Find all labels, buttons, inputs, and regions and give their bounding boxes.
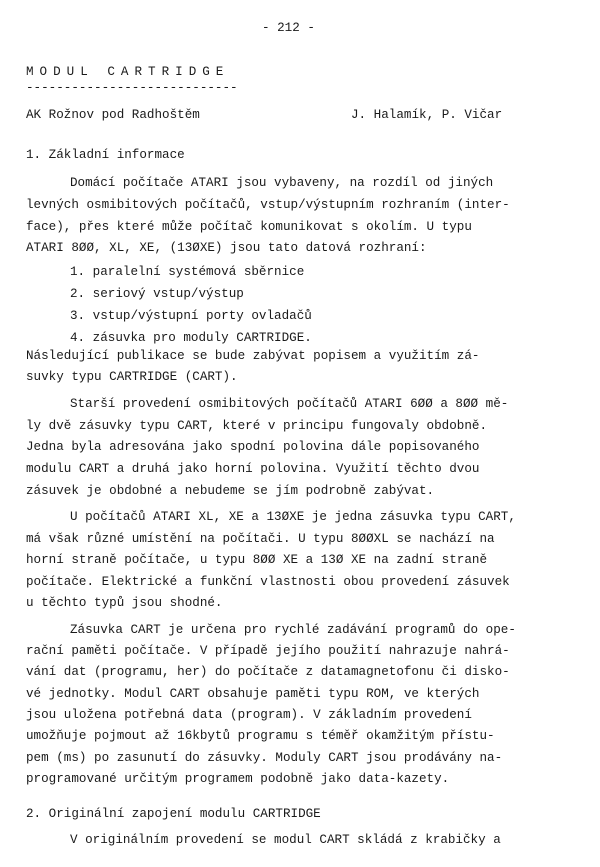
- institution: AK Rožnov pod Radhoštěm: [26, 108, 200, 122]
- list-item: 2. seriový vstup/výstup: [70, 287, 244, 301]
- text-line: rační paměti počítače. V případě jejího použití nahrazuje nahrá-: [26, 644, 510, 658]
- text-line: U počítačů ATARI XL, XE a 13ØXE je jedna zásuvka typu CART,: [70, 510, 516, 524]
- text-line: Starší provedení osmibitových počítačů ATARI 6ØØ a 8ØØ mě-: [70, 397, 509, 411]
- text-line: vání dat (programu, her) do počítače z datamagnetofonu či disko-: [26, 665, 510, 679]
- text-line: jsou uložena potřebná data (program). V základním provedení: [26, 708, 472, 722]
- section-2-heading: 2. Originální zapojení modulu CARTRIDGE: [26, 807, 321, 821]
- text-line: face), přes které může počítač komunikovat s okolím. U typu: [26, 220, 472, 234]
- text-line: suvky typu CARTRIDGE (CART).: [26, 370, 238, 384]
- list-item: 4. zásuvka pro moduly CARTRIDGE.: [70, 331, 312, 345]
- document-title: MODUL CARTRIDGE: [26, 65, 230, 79]
- text-line: pem (ms) po zasunutí do zásuvky. Moduly CART jsou prodávány na-: [26, 751, 503, 765]
- text-line: zásuvek je obdobné a nebudeme se jím podrobně zabývat.: [26, 484, 435, 498]
- text-line: Zásuvka CART je určena pro rychlé zadávání programů do ope-: [70, 623, 516, 637]
- text-line: V originálním provedení se modul CART skládá z krabičky a: [70, 833, 501, 847]
- text-line: Následující publikace se bude zabývat popisem a využitím zá-: [26, 349, 480, 363]
- text-line: modulu CART a druhá jako horní polovina. Využití těchto dvou: [26, 462, 480, 476]
- text-line: Domácí počítače ATARI jsou vybaveny, na rozdíl od jiných: [70, 176, 494, 190]
- text-line: u těchto typů jsou shodné.: [26, 596, 223, 610]
- text-line: levných osmibitových počítačů, vstup/výstupním rozhraním (inter-: [26, 198, 510, 212]
- text-line: ly dvě zásuvky typu CART, které v principu fungovaly obdobně.: [26, 419, 488, 433]
- section-1-heading: 1. Základní informace: [26, 148, 185, 162]
- text-line: horní straně počítače, u typu 8ØØ XE a 13Ø XE na zadní straně: [26, 553, 488, 567]
- authors: J. Halamík, P. Vičar: [351, 108, 503, 122]
- text-line: má však různé umístění na počítači. U typu 8ØØXL se nachází na: [26, 532, 495, 546]
- text-line: Jedna byla adresována jako spodní polovina dále popisovaného: [26, 440, 480, 454]
- page-number: - 212 -: [262, 21, 315, 35]
- list-item: 1. paralelní systémová sběrnice: [70, 265, 305, 279]
- text-line: umožňuje pojmout až 16kbytů programu s téměř okamžitým přístu-: [26, 729, 495, 743]
- title-underline: ----------------------------: [26, 81, 238, 95]
- text-line: programované určitým programem podobně jako data-kazety.: [26, 772, 450, 786]
- text-line: ATARI 8ØØ, XL, XE, (13ØXE) jsou tato datová rozhraní:: [26, 241, 427, 255]
- text-line: počítače. Elektrické a funkční vlastnosti obou provedení zásuvek: [26, 575, 510, 589]
- list-item: 3. vstup/výstupní porty ovladačů: [70, 309, 312, 323]
- text-line: vé jednotky. Modul CART obsahuje paměti typu ROM, ve kterých: [26, 687, 480, 701]
